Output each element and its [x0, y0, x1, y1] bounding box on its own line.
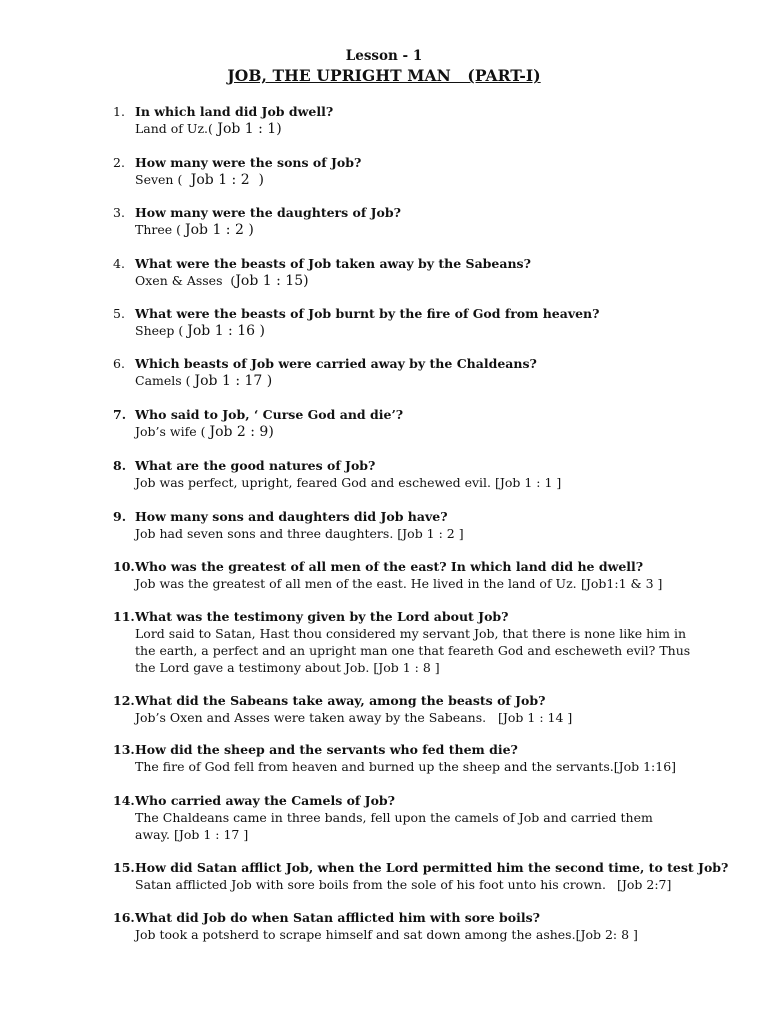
answer-text: Job took a potsherd to scrape himself and sat down among the ashes.[Job 2: 8 ] — [135, 927, 638, 942]
question-number: 11. — [113, 609, 135, 624]
question-number: 9. — [113, 509, 127, 524]
question-number: 6. — [113, 356, 125, 371]
answer-text: Job was perfect, upright, feared God and eschewed evil. [Job 1 : 1 ] — [135, 475, 562, 490]
question-text: Who said to Job, ‘ Curse God and die’? — [135, 407, 404, 422]
question-number: 2. — [113, 155, 125, 170]
answer-text: Sheep ( Job 1 : 16 ) — [135, 323, 265, 339]
scripture-reference: Job 1 : 1) — [212, 121, 282, 137]
answer-text: The Chaldeans came in three bands, fell upon the camels of Job and carried them away. [Job 1 : 17 ] — [135, 810, 653, 842]
question-number: 7. — [113, 407, 127, 422]
question-number: 5. — [113, 306, 125, 321]
question-number: 4. — [113, 256, 125, 271]
question-text: What did the Sabeans take away, among the beasts of Job? — [135, 693, 546, 708]
answer-text: Job’s wife ( Job 2 : 9) — [135, 424, 274, 440]
scripture-reference: Job 1 : 2 ) — [184, 222, 254, 238]
question-number: 12. — [113, 693, 135, 708]
scripture-reference: Job 1 : 16 ) — [187, 323, 265, 339]
answer-text: Job’s Oxen and Asses were taken away by the Sabeans. [Job 1 : 14 ] — [135, 710, 573, 725]
scripture-reference: [Job1:1 & 3 ] — [581, 576, 663, 591]
answer-text: Land of Uz.( Job 1 : 1) — [135, 121, 282, 137]
answer-text: Oxen & Asses (Job 1 : 15) — [135, 273, 309, 289]
question-number: 1. — [113, 104, 125, 119]
question-text: How did Satan afflict Job, when the Lord permitted him the second time, to test Job? — [135, 860, 729, 875]
question-number: 16. — [113, 910, 135, 925]
question-text: Who carried away the Camels of Job? — [135, 793, 395, 808]
question-text: What were the beasts of Job burnt by the fire of God from heaven? — [135, 306, 600, 321]
question-text: In which land did Job dwell? — [135, 104, 334, 119]
answer-text: Satan afflicted Job with sore boils from the sole of his foot unto his crown. [Job 2:7] — [135, 877, 672, 892]
scripture-reference: Job 1 : 17 ) — [194, 373, 273, 389]
page-title: JOB, THE UPRIGHT MAN (PART-I) — [227, 66, 541, 85]
answer-text: Seven ( Job 1 : 2 ) — [135, 172, 264, 188]
question-number: 13. — [113, 742, 135, 757]
answer-text: Job had seven sons and three daughters. [Job 1 : 2 ] — [135, 526, 464, 541]
question-text: What did Job do when Satan afflicted him with sore boils? — [135, 910, 540, 925]
question-number: 10. — [113, 559, 135, 574]
scripture-reference: [Job 2:7] — [617, 877, 672, 892]
question-text: How many were the daughters of Job? — [135, 205, 401, 220]
question-text: Who was the greatest of all men of the east? In which land did he dwell? — [135, 559, 644, 574]
question-text: What was the testimony given by the Lord about Job? — [135, 609, 509, 624]
question-text: How did the sheep and the servants who fed them die? — [135, 742, 518, 757]
answer-text: Three ( Job 1 : 2 ) — [135, 222, 254, 238]
question-number: 3. — [113, 205, 125, 220]
scripture-reference: Job 1 : 2 ) — [186, 172, 264, 188]
question-text: How many were the sons of Job? — [135, 155, 362, 170]
scripture-reference: Job 2 : 9) — [209, 424, 274, 440]
question-number: 14. — [113, 793, 135, 808]
question-number: 15. — [113, 860, 135, 875]
answer-text: Camels ( Job 1 : 17 ) — [135, 373, 273, 389]
lesson-label: Lesson - 1 — [345, 48, 423, 64]
question-text: How many sons and daughters did Job have? — [135, 509, 448, 524]
answer-text: The fire of God fell from heaven and burned up the sheep and the servants.[Job 1:16] — [135, 759, 677, 774]
answer-text: Lord said to Satan, Hast thou considered my servant Job, that there is none like him in the earth, a perfect and an upright man one that feareth God and escheweth evil? Thus the Lord gave a testimony about Job. [Job 1 : 8 ] — [135, 626, 691, 675]
question-text: Which beasts of Job were carried away by the Chaldeans? — [135, 356, 537, 371]
question-text: What are the good natures of Job? — [135, 458, 376, 473]
answer-text: Job was the greatest of all men of the east. He lived in the land of Uz. [Job1:1 & 3 ] — [135, 576, 663, 591]
scripture-reference: Job 1 : 15) — [235, 273, 309, 289]
question-number: 8. — [113, 458, 127, 473]
question-text: What were the beasts of Job taken away by the Sabeans? — [135, 256, 531, 271]
